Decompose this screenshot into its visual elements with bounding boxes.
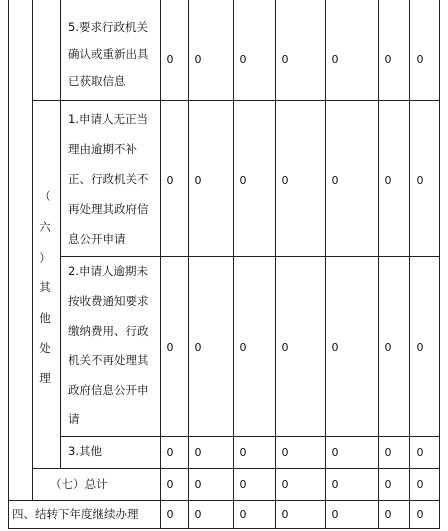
sub-column-border bbox=[60, 0, 61, 469]
row-border-carry-bottom bbox=[8, 528, 440, 529]
row-6-2-label-line: 缴纳费用、行政 bbox=[68, 324, 149, 338]
row-5-value: 0 bbox=[281, 53, 289, 66]
total-value: 0 bbox=[166, 478, 174, 491]
label-column-border bbox=[160, 0, 161, 529]
row-6-1-label-line: 1.申请人无正当 bbox=[68, 112, 148, 126]
total-label: （七）总计 bbox=[50, 477, 108, 491]
row-6-1-value: 0 bbox=[281, 174, 289, 187]
row-5-label-line-2: 确认或重新出具 bbox=[68, 47, 149, 61]
value-column-border-3 bbox=[275, 0, 276, 529]
row-6-3-value: 0 bbox=[416, 446, 424, 459]
row-6-2-value: 0 bbox=[239, 341, 247, 354]
row-5-value: 0 bbox=[239, 53, 247, 66]
carry-over-label: 四、结转下年度继续办理 bbox=[12, 507, 139, 521]
row-5-label-line-1: 5.要求行政机关 bbox=[68, 20, 148, 34]
carry-over-value: 0 bbox=[384, 508, 392, 521]
row-6-2-value: 0 bbox=[416, 341, 424, 354]
value-column-border-1 bbox=[188, 0, 189, 529]
row-6-2-value: 0 bbox=[281, 341, 289, 354]
group-column-border bbox=[32, 0, 33, 501]
row-6-1-value: 0 bbox=[239, 174, 247, 187]
row-6-1-label-line: 息公开申请 bbox=[68, 232, 126, 246]
row-border-6-1-bottom bbox=[60, 256, 440, 257]
row-6-3-value: 0 bbox=[281, 446, 289, 459]
row-6-3-value: 0 bbox=[331, 446, 339, 459]
carry-over-value: 0 bbox=[331, 508, 339, 521]
row-6-1-value: 0 bbox=[331, 174, 339, 187]
value-column-border-4 bbox=[325, 0, 326, 529]
row-6-1-value: 0 bbox=[384, 174, 392, 187]
carry-over-value: 0 bbox=[281, 508, 289, 521]
row-5-value: 0 bbox=[166, 53, 174, 66]
total-value: 0 bbox=[239, 478, 247, 491]
group-6-label-char: 理 bbox=[39, 371, 51, 385]
group-6-label-char: （ bbox=[39, 189, 51, 203]
carry-over-value: 0 bbox=[194, 508, 202, 521]
row-6-3-label: 3.其他 bbox=[68, 444, 102, 458]
row-5-label-line-3: 已获取信息 bbox=[68, 74, 126, 88]
group-6-label-char: 其 bbox=[39, 280, 51, 294]
row-5-value: 0 bbox=[194, 53, 202, 66]
row-6-1-value: 0 bbox=[194, 174, 202, 187]
row-6-2-value: 0 bbox=[166, 341, 174, 354]
row-6-3-value: 0 bbox=[239, 446, 247, 459]
group-6-label-char: ） bbox=[39, 251, 51, 265]
row-6-2-value: 0 bbox=[194, 341, 202, 354]
table-border-left bbox=[8, 0, 9, 529]
total-value: 0 bbox=[194, 478, 202, 491]
carry-over-value: 0 bbox=[416, 508, 424, 521]
carry-over-value: 0 bbox=[166, 508, 174, 521]
row-6-1-label-line: 理由逾期不补 bbox=[68, 142, 137, 156]
total-value: 0 bbox=[416, 478, 424, 491]
group-6-label-char: 他 bbox=[39, 311, 51, 325]
row-6-1-label-line: 正、行政机关不 bbox=[68, 172, 149, 186]
row-6-2-value: 0 bbox=[331, 341, 339, 354]
row-6-2-value: 0 bbox=[384, 341, 392, 354]
row-6-1-value: 0 bbox=[166, 174, 174, 187]
row-5-value: 0 bbox=[416, 53, 424, 66]
value-column-border-5 bbox=[378, 0, 379, 529]
group-6-label-char: 处 bbox=[39, 341, 51, 355]
total-value: 0 bbox=[281, 478, 289, 491]
row-6-2-label-line: 机关不再处理其 bbox=[68, 353, 149, 367]
row-6-3-value: 0 bbox=[166, 446, 174, 459]
row-6-3-value: 0 bbox=[384, 446, 392, 459]
value-column-border-6 bbox=[409, 0, 410, 529]
group-6-label-char: 六 bbox=[39, 220, 51, 234]
total-value: 0 bbox=[384, 478, 392, 491]
row-6-3-value: 0 bbox=[194, 446, 202, 459]
table-border-right bbox=[439, 0, 440, 529]
value-column-border-2 bbox=[233, 0, 234, 529]
row-6-2-label-line: 2.申请人逾期未 bbox=[68, 264, 148, 278]
row-6-2-label-line: 按收费通知要求 bbox=[68, 294, 149, 308]
row-6-1-value: 0 bbox=[416, 174, 424, 187]
row-6-2-label-line: 请 bbox=[68, 412, 80, 426]
row-5-value: 0 bbox=[331, 53, 339, 66]
total-value: 0 bbox=[331, 478, 339, 491]
row-6-2-label-line: 政府信息公开申 bbox=[68, 383, 149, 397]
row-5-value: 0 bbox=[384, 53, 392, 66]
carry-over-value: 0 bbox=[239, 508, 247, 521]
row-border-6-2-bottom bbox=[60, 436, 440, 437]
row-6-1-label-line: 再处理其政府信 bbox=[68, 202, 149, 216]
